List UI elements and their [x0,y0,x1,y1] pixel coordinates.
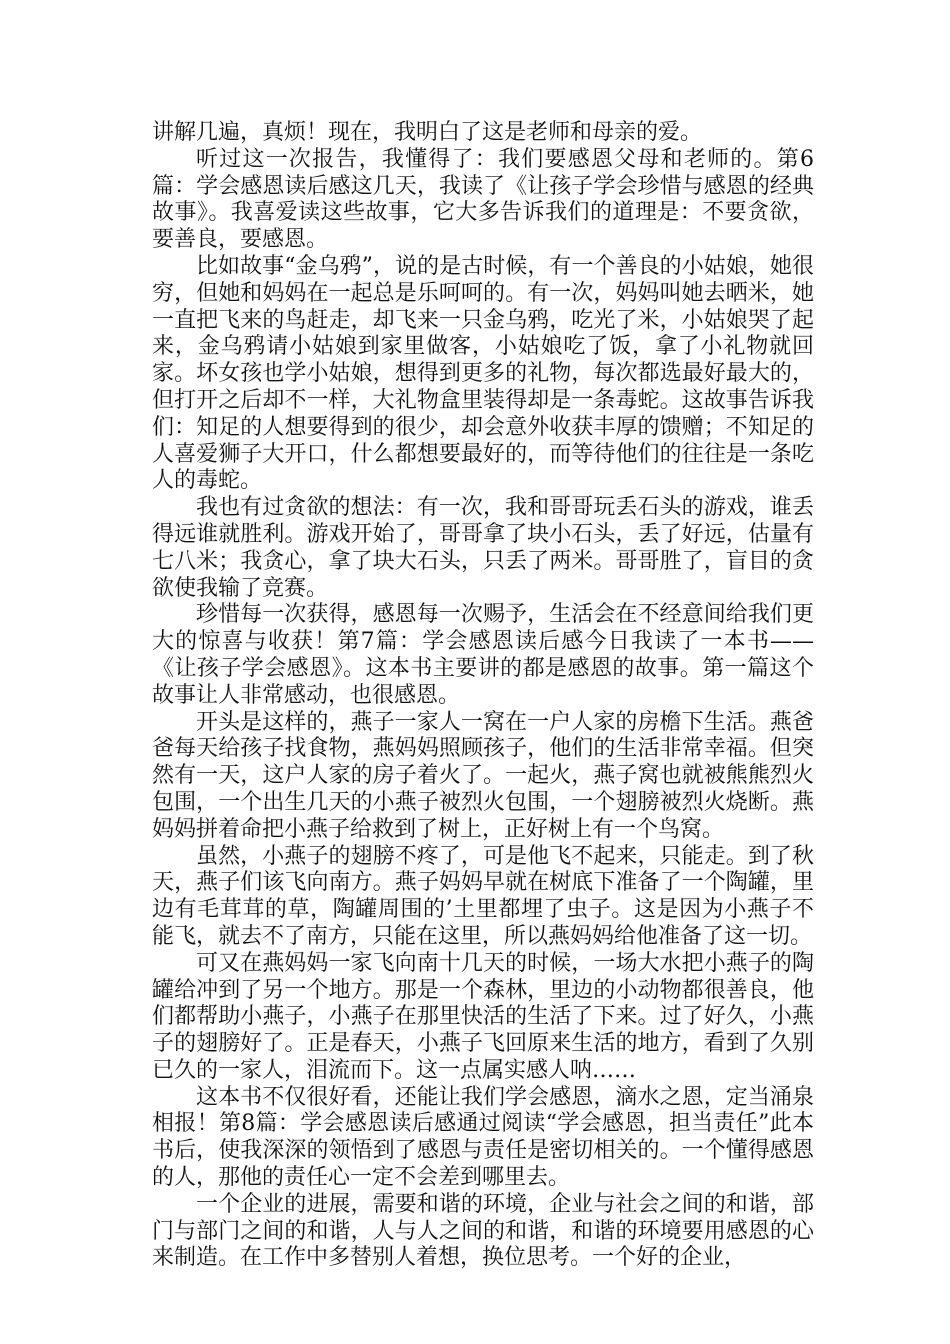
paragraph: 可又在燕妈妈一家飞向南十几天的时候，一场大水把小燕子的陶罐给冲到了另一个地方。那是一个森林，里边的小动物都很善良，他们都帮助小燕子，小燕子在那里快活的生活了下来。过了好久，小燕子的翅膀好了。正是春天，小燕子飞回原来生活的地方，看到了久别已久的一家人，泪流而下。这一点属实感人呐…… [152,950,814,1083]
body-text [152,120,814,1272]
paragraph: 比如故事“金乌鸦”，说的是古时候，有一个善良的小姑娘，她很穷，但她和妈妈在一起总是乐呵呵的。有一次，妈妈叫她去晒米，她一直把飞来的鸟赶走，却飞来一只金乌鸦，吃光了米，小姑娘哭了起来，金乌鸦请小姑娘到家里做客，小姑娘吃了饭，拿了小礼物就回家。坏女孩也学小姑娘，想得到更多的礼物，每次都选最好最大的，但打开之后却不一样，大礼物盒里装得却是一条毒蛇。这故事告诉我们：知足的人想要得到的很少，却会意外收获丰厚的馈赠；不知足的人喜爱狮子大开口，什么都想要最好的，而等待他们的往往是一条吃人的毒蛇。 [152,253,814,494]
paragraph: 这本书不仅很好看，还能让我们学会感恩，滴水之恩，定当涌泉相报！第8篇：学会感恩读后感通过阅读“学会感恩，担当责任”此本书后，使我深深的领悟到了感恩与责任是密切相关的。一个懂得感恩的人，那他的责任心一定不会差到哪里去。 [152,1084,814,1191]
paragraph: 珍惜每一次获得，感恩每一次赐予，生活会在不经意间给我们更大的惊喜与收获！第7篇：学会感恩读后感今日我读了一本书——《让孩子学会感恩》。这本书主要讲的都是感恩的故事。第一篇这个故事让人非常感动，也很感恩。 [152,602,814,708]
paragraph: 虽然，小燕子的翅膀不疼了，可是他飞不起来，只能走。到了秋天，燕子们该飞向南方。燕子妈妈早就在树底下准备了一个陶罐，里边有毛茸茸的草，陶罐周围的’土里都埋了虫子。这是因为小燕子不能飞，就去不了南方，只能在这里，所以燕妈妈给他准备了这一切。 [152,843,814,949]
paragraph: 开头是这样的，燕子一家人一窝在一户人家的房檐下生活。燕爸爸每天给孩子找食物，燕妈妈照顾孩子，他们的生活非常幸福。但突然有一天，这户人家的房子着火了。一起火，燕子窝也就被熊熊烈火包围，一个出生几天的小燕子被烈火包围，一个翅膀被烈火烧断。燕妈妈拼着命把小燕子给救到了树上，正好树上有一个鸟窝。 [152,709,814,842]
paragraph: 我也有过贪欲的想法：有一次，我和哥哥玩丢石头的游戏，谁丢得远谁就胜利。游戏开始了，哥哥拿了块小石头，丢了好远，估量有七八米；我贪心，拿了块大石头，只丢了两米。哥哥胜了，盲目的贪欲使我输了竞赛。 [152,495,814,601]
paragraph: 听过这一次报告，我懂得了：我们要感恩父母和老师的。第6篇：学会感恩读后感这几天，我读了《让孩子学会珍惜与感恩的经典故事》。我喜爱读这些故事，它大多告诉我们的道理是：不要贪欲，要善良，要感恩。 [152,146,814,253]
paragraph: 一个企业的进展，需要和谐的环境，企业与社会之间的和谐，部门与部门之间的和谐，人与人之间的和谐，和谐的环境要用感恩的心来制造。在工作中多替别人着想，换位思考。一个好的企业， [152,1191,814,1271]
paragraph: 讲解几遍，真烦！现在，我明白了这是老师和母亲的爱。 [152,120,703,145]
